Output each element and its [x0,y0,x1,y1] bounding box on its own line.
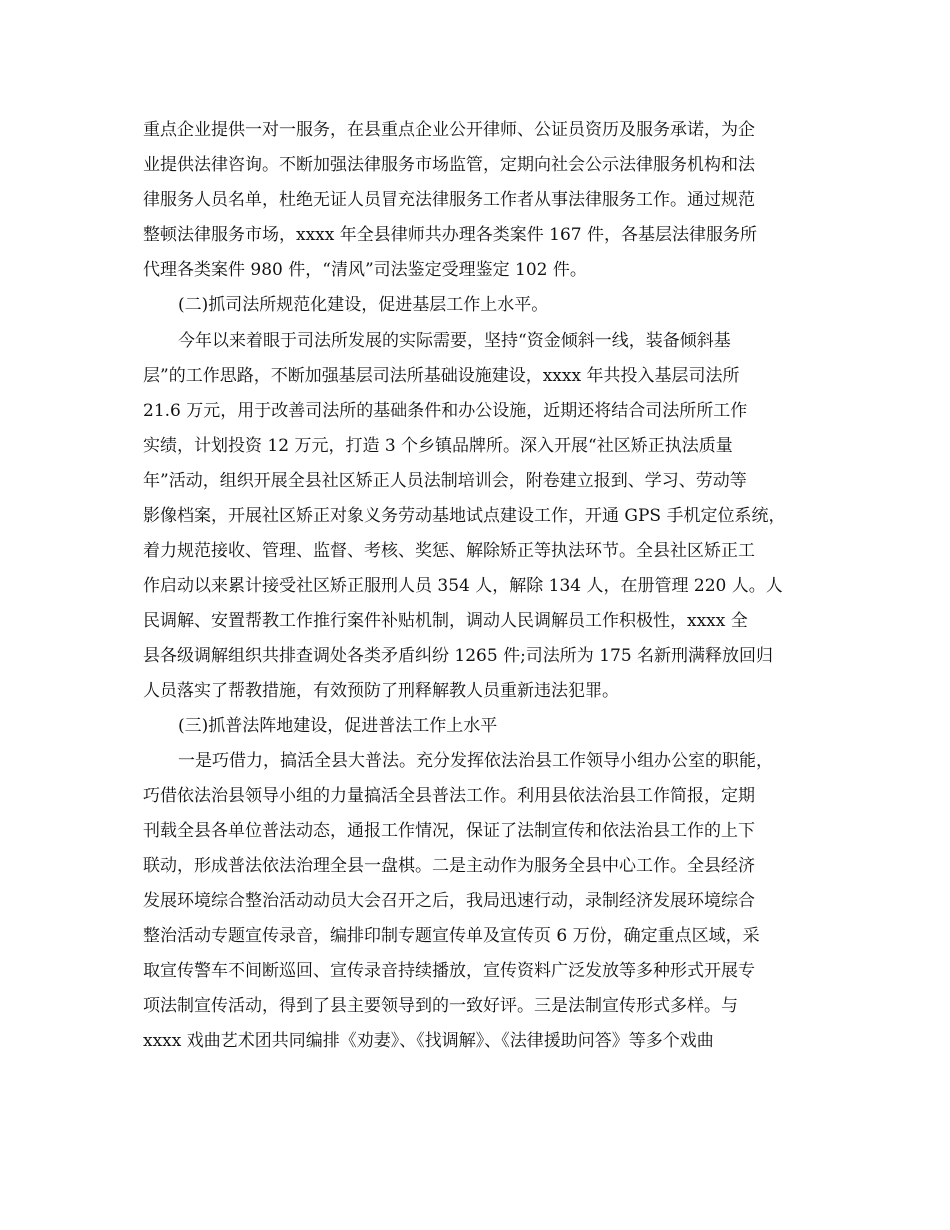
section-heading: (二)抓司法所规范化建设，促进基层工作上水平。 [178,295,549,315]
text-line: 21.6 万元，用于改善司法所的基础条件和办公设施，近期还将结合司法所所工作 [143,401,748,421]
text-line: 业提供法律咨询。不断加强法律服务市场监管，定期向社会公示法律服务机构和法 [143,155,755,175]
text-line: 代理各类案件 980 件，“清风”司法鉴定受理鉴定 102 件。 [143,260,587,280]
section-heading: (三)抓普法阵地建设，促进普法工作上水平 [178,716,498,736]
text-line: 县各级调解组织共排查调处各类矛盾纠纷 1265 件;司法所为 175 名新刑满释放回归 [143,646,774,666]
text-line: 律服务人员名单，杜绝无证人员冒充法律服务工作者从事法律服务工作。通过规范 [143,190,755,210]
text-line: 一是巧借力，搞活全县大普法。充分发挥依法治县工作领导小组办公室的职能， [178,751,773,771]
text-line: 联动，形成普法依法治理全县一盘棋。二是主动作为服务全县中心工作。全县经济 [143,856,755,876]
text-line: 实绩，计划投资 12 万元，打造 3 个乡镇品牌所。深入开展“社区矫正执法质量 [143,436,733,456]
text-line: 整顿法律服务市场，xxxx 年全县律师共办理各类案件 167 件，各基层法律服务所 [143,225,758,245]
text-line: 重点企业提供一对一服务，在县重点企业公开律师、公证员资历及服务承诺，为企 [143,120,755,140]
text-line: 发展环境综合整治活动动员大会召开之后，我局迅速行动，录制经济发展环境综合 [143,891,755,911]
text-line: 项法制宣传活动，得到了县主要领导到的一致好评。三是法制宣传形式多样。与 [143,996,738,1016]
text-line: 民调解、安置帮教工作推行案件补贴机制，调动人民调解员工作积极性，xxxx 全 [143,611,748,631]
text-line: 人员落实了帮教措施，有效预防了刑释解教人员重新违法犯罪。 [143,681,619,701]
text-line: 年”活动，组织开展全县社区矫正人员法制培训会，附卷建立报到、学习、劳动等 [143,471,747,491]
text-line: 着力规范接收、管理、监督、考核、奖惩、解除矫正等执法环节。全县社区矫正工 [143,541,755,561]
text-line: 层”的工作思路，不断加强基层司法所基础设施建设，xxxx 年共投入基层司法所 [143,366,740,386]
text-line: 刊载全县各单位普法动态，通报工作情况，保证了法制宣传和依法治县工作的上下 [143,821,755,841]
text-line: 影像档案，开展社区矫正对象义务劳动基地试点建设工作，开通 GPS 手机定位系统， [143,506,786,526]
text-line: 整治活动专题宣传录音，编排印制专题宣传单及宣传页 6 万份，确定重点区域，采 [143,926,760,946]
text-line: 今年以来着眼于司法所发展的实际需要，坚持“资金倾斜一线，装备倾斜基 [178,331,731,351]
text-line: xxxx 戏曲艺术团共同编排《劝妻》、《找调解》、《法律援助问答》等多个戏曲 [143,1031,714,1051]
text-line: 取宣传警车不间断巡回、宣传录音持续播放，宣传资料广泛发放等多种形式开展专 [143,961,755,981]
text-line: 作启动以来累计接受社区矫正服刑人员 354 人，解除 134 人，在册管理 220 人。人 [143,576,783,596]
text-line: 巧借依法治县领导小组的力量搞活全县普法工作。利用县依法治县工作简报，定期 [143,786,755,806]
